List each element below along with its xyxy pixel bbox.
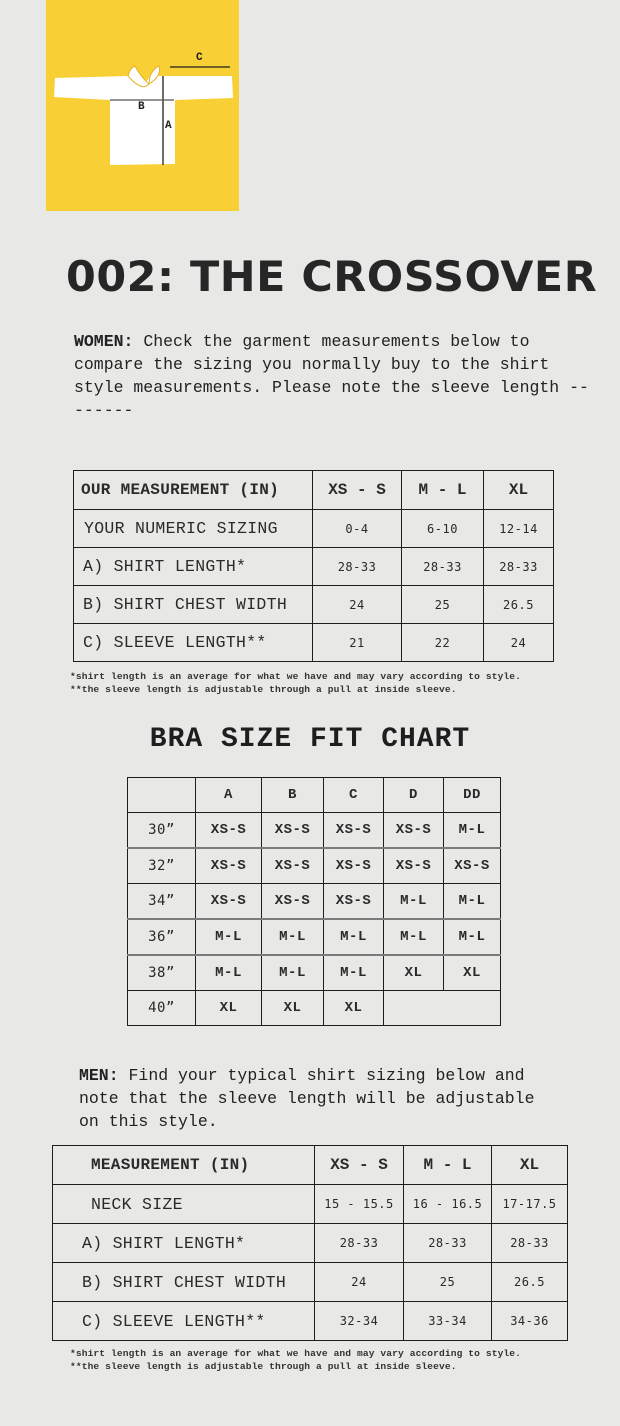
table-row [128,955,501,991]
table-cell: 25 [402,586,484,624]
table-cell: XL [384,955,444,991]
band-size: 40” [128,991,196,1026]
band-size: 36” [128,919,196,955]
row-label: C) SLEEVE LENGTH** [74,624,313,662]
men-size-table [52,1145,568,1341]
table-row [74,548,554,586]
table-cell: XS-S [324,884,384,920]
table-row [128,884,501,920]
band-size: 32” [128,848,196,884]
row-label: B) SHIRT CHEST WIDTH [74,586,313,624]
table-cell: 28-33 [404,1224,492,1263]
table-cell: 28-33 [484,548,554,586]
header-cell: M - L [404,1146,492,1185]
table-cell: XL [262,991,324,1026]
row-label: YOUR NUMERIC SIZING [74,510,313,548]
table-cell: XS-S [262,848,324,884]
women-intro-text: Check the garment measurements below to compare the sizing you normally buy to the shirt style measurements. Please note the sleeve length -------- [74,332,589,420]
table-cell: 28-33 [402,548,484,586]
row-label: A) SHIRT LENGTH* [53,1224,315,1263]
table-cell: 6-10 [402,510,484,548]
label-a: A [165,120,172,132]
header-cell: A [196,778,262,813]
row-label: B) SHIRT CHEST WIDTH [53,1263,315,1302]
row-label: A) SHIRT LENGTH* [74,548,313,586]
women-intro [74,330,594,422]
table-header-row [53,1146,568,1185]
table-cell: M-L [196,955,262,991]
table-cell: 16 - 16.5 [404,1185,492,1224]
header-cell: XS - S [315,1146,404,1185]
men-label: MEN: [79,1066,119,1085]
header-cell: XS - S [313,471,402,510]
table-header-row [128,778,501,813]
table-cell: XS-S [384,813,444,849]
table-cell: 15 - 15.5 [315,1185,404,1224]
men-footnotes [70,1347,521,1373]
table-cell: M-L [384,884,444,920]
table-cell: 33-34 [404,1302,492,1341]
table-cell: 12-14 [484,510,554,548]
header-cell: XL [492,1146,568,1185]
header-cell: DD [444,778,501,813]
table-cell: M-L [262,955,324,991]
table-cell: 24 [484,624,554,662]
table-cell: XL [324,991,384,1026]
table-row [53,1263,568,1302]
table-row [53,1185,568,1224]
band-size: 34” [128,884,196,920]
table-cell: 21 [313,624,402,662]
table-cell: M-L [196,919,262,955]
table-cell: M-L [384,919,444,955]
footnote: *shirt length is an average for what we have and may vary according to style. [70,671,522,682]
table-header-row [74,471,554,510]
header-cell: D [384,778,444,813]
header-cell: B [262,778,324,813]
table-cell: XL [196,991,262,1026]
empty-cell [384,991,501,1026]
table-cell: XS-S [262,884,324,920]
row-label: C) SLEEVE LENGTH** [53,1302,315,1341]
table-cell: XS-S [324,813,384,849]
table-row [128,848,501,884]
garment-diagram [46,0,239,211]
page-title: 002: THE CROSSOVER [66,252,598,301]
table-cell: 24 [315,1263,404,1302]
table-cell: XS-S [196,884,262,920]
table-cell: XS-S [196,848,262,884]
table-cell: M-L [262,919,324,955]
table-cell: 0-4 [313,510,402,548]
table-cell: 26.5 [492,1263,568,1302]
table-row [53,1224,568,1263]
header-cell: M - L [402,471,484,510]
table-row [74,624,554,662]
table-cell: 22 [402,624,484,662]
table-cell: 25 [404,1263,492,1302]
table-row [128,919,501,955]
bra-chart-title: BRA SIZE FIT CHART [149,724,471,755]
table-cell: XS-S [444,848,501,884]
women-size-table [73,470,554,662]
bra-size-table [127,777,501,1026]
men-intro [79,1064,559,1133]
table-cell: 28-33 [313,548,402,586]
table-cell: 24 [313,586,402,624]
table-cell: 32-34 [315,1302,404,1341]
header-cell: OUR MEASUREMENT (IN) [74,471,313,510]
band-size: 30” [128,813,196,849]
label-b: B [138,101,145,113]
footnote: **the sleeve length is adjustable through a pull at inside sleeve. [70,1361,457,1372]
footnote: **the sleeve length is adjustable through a pull at inside sleeve. [70,684,457,695]
header-cell: XL [484,471,554,510]
table-cell: M-L [324,919,384,955]
table-cell: 28-33 [492,1224,568,1263]
table-row [128,991,501,1026]
table-cell: 34-36 [492,1302,568,1341]
table-cell: M-L [444,813,501,849]
table-cell: M-L [324,955,384,991]
table-cell: XS-S [196,813,262,849]
header-cell [128,778,196,813]
band-size: 38” [128,955,196,991]
label-c: C [196,52,203,64]
table-cell: XL [444,955,501,991]
women-label: WOMEN: [74,332,134,351]
header-cell: C [324,778,384,813]
footnote: *shirt length is an average for what we have and may vary according to style. [70,1348,522,1359]
header-cell: MEASUREMENT (IN) [53,1146,315,1185]
table-cell: XS-S [262,813,324,849]
table-row [53,1302,568,1341]
table-cell: 17-17.5 [492,1185,568,1224]
table-row [74,586,554,624]
table-cell: M-L [444,884,501,920]
table-cell: 26.5 [484,586,554,624]
table-cell: XS-S [324,848,384,884]
table-cell: M-L [444,919,501,955]
table-cell: 28-33 [315,1224,404,1263]
row-label: NECK SIZE [53,1185,315,1224]
men-intro-text: Find your typical shirt sizing below and note that the sleeve length will be adjustable on this style. [79,1066,535,1131]
table-cell: XS-S [384,848,444,884]
table-row [128,813,501,849]
women-footnotes [70,670,521,696]
table-row [74,510,554,548]
